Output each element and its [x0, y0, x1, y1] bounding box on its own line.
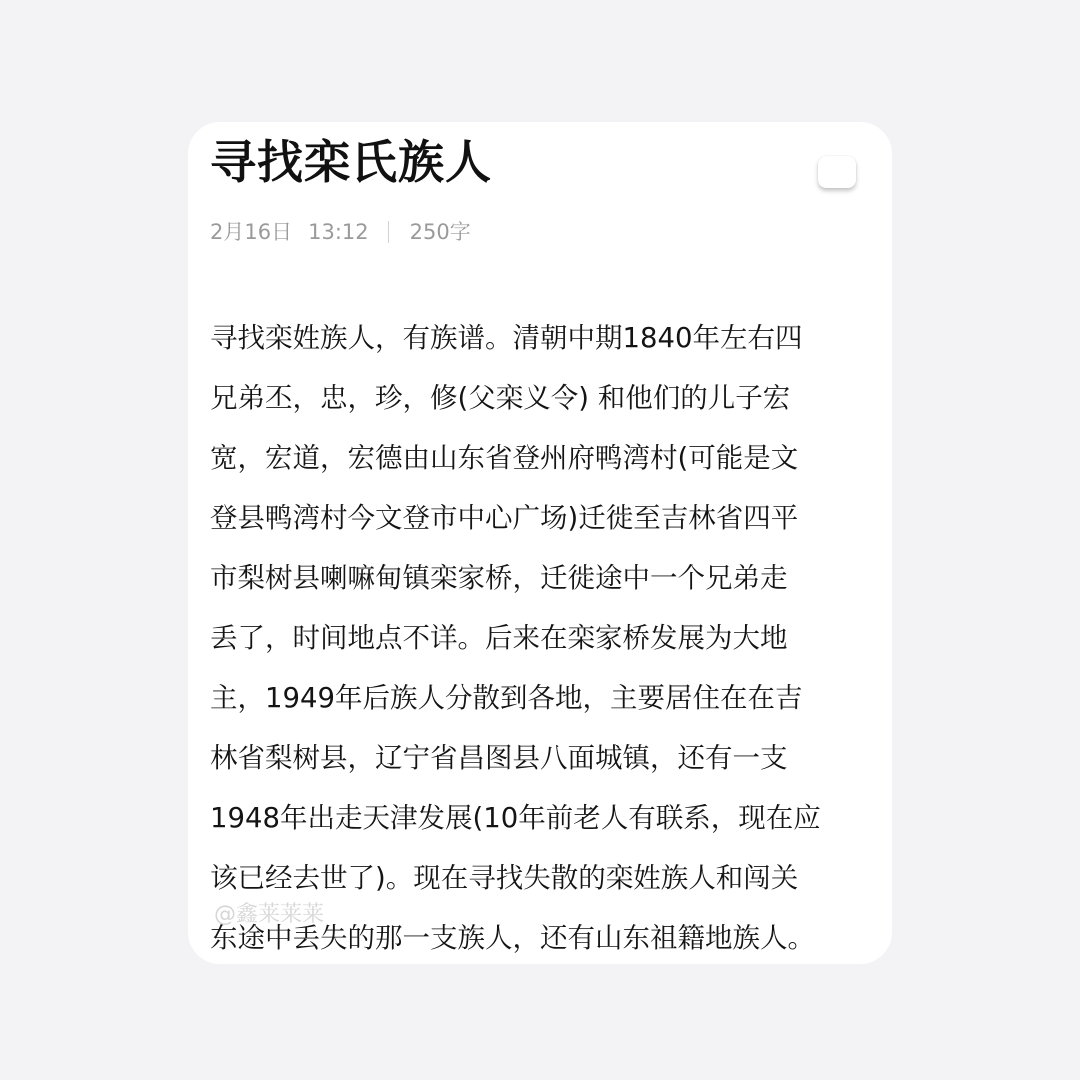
- body-line: 宽，宏道，宏德由山东省登州府鸭湾村(可能是文: [210, 442, 799, 474]
- body-line: 主，1949年后族人分散到各地，主要居住在在吉: [210, 682, 803, 714]
- body-line: 寻找栾姓族人，有族谱。清朝中期1840年左右四: [210, 322, 803, 354]
- more-options-button[interactable]: [818, 156, 856, 188]
- body-line: 登县鸭湾村今文登市中心广场)迁徙至吉林省四平: [210, 502, 799, 534]
- watermark: @鑫莱莱莱: [214, 902, 325, 927]
- body-line: 东途中丢失的那一支族人，还有山东祖籍地族人。: [210, 922, 815, 954]
- note-time: 13:12: [308, 220, 369, 244]
- note-meta: [210, 214, 471, 250]
- body-line: 林省梨树县，辽宁省昌图县八面城镇，还有一支: [210, 742, 788, 774]
- body-line: 1948年出走天津发展(10年前老人有联系，现在应: [210, 802, 821, 834]
- body-line: 该已经去世了)。现在寻找失散的栾姓族人和闯关: [210, 862, 799, 894]
- note-body[interactable]: [210, 308, 890, 964]
- note-card: [188, 122, 892, 964]
- meta-divider: [388, 221, 389, 243]
- body-line: 丢了，时间地点不详。后来在栾家桥发展为大地: [210, 622, 788, 654]
- note-date: 2月16日: [210, 220, 293, 244]
- note-title[interactable]: 寻找栾氏族人: [210, 135, 492, 189]
- body-line: 市梨树县喇嘛甸镇栾家桥，迁徙途中一个兄弟走: [210, 562, 788, 594]
- body-line: 兄弟丕，忠，珍，修(父栾义令) 和他们的儿子宏: [210, 382, 791, 414]
- word-count: 250字: [409, 220, 471, 244]
